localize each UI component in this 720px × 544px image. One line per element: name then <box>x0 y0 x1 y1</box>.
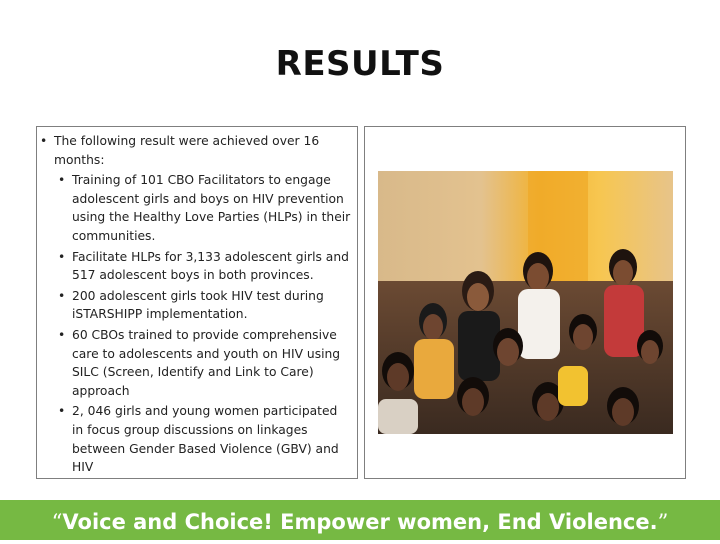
list-item <box>58 287 351 324</box>
list-item <box>58 171 351 245</box>
footer-banner <box>0 500 720 540</box>
bullet-icon: • <box>58 249 66 264</box>
open-quote: “ <box>51 510 63 534</box>
bullet-icon: • <box>40 134 48 148</box>
intro-item <box>40 132 351 169</box>
bullet-text: 60 CBOs trained to provide comprehensive care to adolescents and youth on HIV using SILC (Screen, Identify and Link to Care) approach <box>72 327 341 398</box>
bullet-icon: • <box>58 404 66 419</box>
bullet-text: 2, 046 girls and young women participated in focus group discussions on linkages between Gender Based Violence (GBV) and HIV <box>72 404 339 475</box>
bullet-text: 200 adolescent girls took HIV test during iSTARSHIPP implementation. <box>72 288 324 322</box>
intro-text: The following result were achieved over 16 months: <box>54 134 320 167</box>
bullet-icon: • <box>58 288 66 303</box>
bullet-text: Training of 101 CBO Facilitators to engage adolescent girls and boys on HIV prevention using the Healthy Love Parties (HLPs) in their communities. <box>72 173 351 243</box>
results-text-box <box>36 126 358 479</box>
bullet-text: Facilitate HLPs for 3,133 adolescent girls and 517 adolescent boys in both provinces. <box>72 249 349 283</box>
group-photo-illustration <box>378 171 673 434</box>
bullet-icon: • <box>58 173 66 188</box>
list-item <box>58 402 351 476</box>
list-item <box>58 326 351 400</box>
group-photo <box>378 171 673 434</box>
bullet-icon: • <box>58 327 66 342</box>
footer-slogan <box>0 500 720 540</box>
slide-title: RESULTS <box>275 44 445 84</box>
photo-frame <box>364 126 686 479</box>
list-item <box>58 248 351 285</box>
slogan-text: Voice and Choice! Empower women, End Violence. <box>62 510 658 534</box>
close-quote: ” <box>657 510 669 534</box>
